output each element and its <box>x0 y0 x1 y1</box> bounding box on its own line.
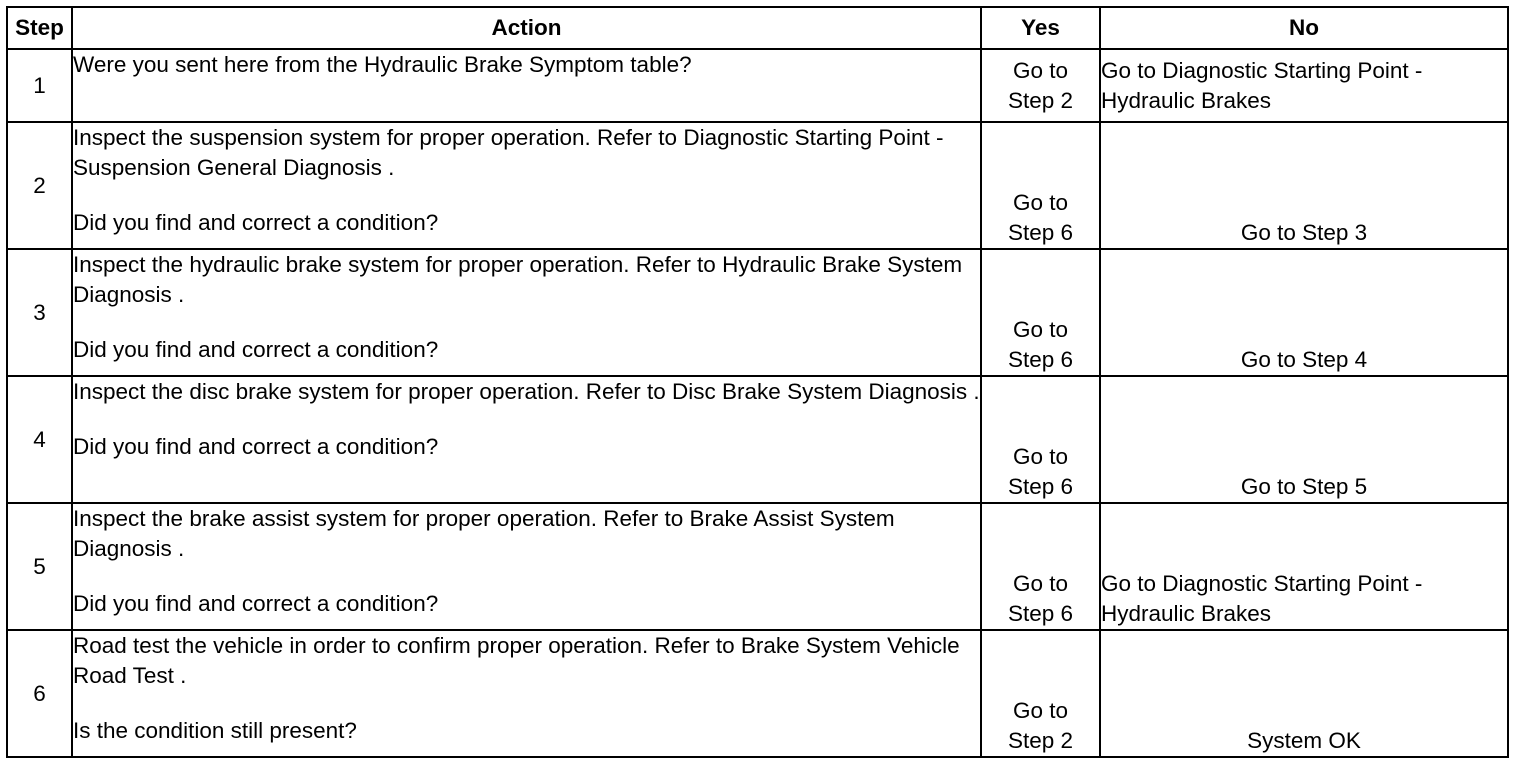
no-cell <box>1100 376 1508 503</box>
step-number: 3 <box>7 249 72 376</box>
yes-link-line1[interactable]: Go to <box>1012 58 1069 83</box>
no-cell <box>1100 249 1508 376</box>
yes-link-line2[interactable]: Step 6 <box>1007 474 1074 499</box>
action-cell <box>72 376 981 503</box>
yes-link-line1[interactable]: Go to <box>1012 571 1069 596</box>
yes-link-line2[interactable]: Step 6 <box>1007 601 1074 626</box>
action-question: Did you find and correct a condition? <box>73 434 439 459</box>
no-link-line2[interactable]: Hydraulic Brakes <box>1101 88 1272 113</box>
yes-cell <box>981 503 1100 630</box>
action-instruction: Inspect the suspension system for proper operation. Refer to Diagnostic Starting Point - Suspension General Diagnosis . <box>73 125 944 180</box>
action-question: Did you find and correct a condition? <box>73 337 439 362</box>
action-instruction: Were you sent here from the Hydraulic Brake Symptom table? <box>73 52 692 77</box>
action-cell <box>72 249 981 376</box>
action-cell <box>72 49 981 122</box>
diagnostic-table <box>6 6 1509 758</box>
no-cell <box>1100 630 1508 757</box>
header-row <box>7 7 1508 49</box>
action-question: Did you find and correct a condition? <box>73 591 439 616</box>
yes-link-line1[interactable]: Go to <box>1012 190 1069 215</box>
step-number: 5 <box>7 503 72 630</box>
no-cell <box>1100 49 1508 122</box>
yes-cell <box>981 376 1100 503</box>
yes-link-line2[interactable]: Step 6 <box>1007 347 1074 372</box>
no-link-line1[interactable]: Go to Step 3 <box>1240 220 1368 245</box>
action-instruction: Road test the vehicle in order to confirm proper operation. Refer to Brake System Vehicle Road Test . <box>73 633 960 688</box>
header-step: Step <box>7 7 72 49</box>
yes-cell <box>981 249 1100 376</box>
no-link-line1[interactable]: Go to Step 4 <box>1240 347 1368 372</box>
action-instruction: Inspect the brake assist system for proper operation. Refer to Brake Assist System Diagnosis . <box>73 506 895 561</box>
yes-link-line2[interactable]: Step 2 <box>1007 728 1074 753</box>
yes-link-line1[interactable]: Go to <box>1012 698 1069 723</box>
yes-link-line2[interactable]: Step 6 <box>1007 220 1074 245</box>
no-link-line2[interactable]: Hydraulic Brakes <box>1101 601 1272 626</box>
yes-link-line2[interactable]: Step 2 <box>1007 88 1074 113</box>
yes-link-line1[interactable]: Go to <box>1012 444 1069 469</box>
action-instruction: Inspect the hydraulic brake system for proper operation. Refer to Hydraulic Brake System Diagnosis . <box>73 252 963 307</box>
header-no: No <box>1100 7 1508 49</box>
yes-link-line1[interactable]: Go to <box>1012 317 1069 342</box>
no-link-line1[interactable]: System OK <box>1247 728 1361 753</box>
no-link-line1[interactable]: Go to Diagnostic Starting Point - <box>1101 58 1423 83</box>
action-cell <box>72 122 981 249</box>
yes-cell <box>981 630 1100 757</box>
action-cell <box>72 630 981 757</box>
no-cell <box>1100 503 1508 630</box>
table-row <box>7 376 1508 503</box>
header-action: Action <box>72 7 981 49</box>
header-yes: Yes <box>981 7 1100 49</box>
step-number: 6 <box>7 630 72 757</box>
no-cell <box>1100 122 1508 249</box>
no-link-line1[interactable]: Go to Step 5 <box>1240 474 1368 499</box>
action-question: Did you find and correct a condition? <box>73 210 439 235</box>
yes-cell <box>981 122 1100 249</box>
step-number: 1 <box>7 49 72 122</box>
action-instruction: Inspect the disc brake system for proper operation. Refer to Disc Brake System Diagnosis . <box>73 379 980 404</box>
step-number: 4 <box>7 376 72 503</box>
table-row <box>7 49 1508 122</box>
table-row <box>7 249 1508 376</box>
action-cell <box>72 503 981 630</box>
action-question: Is the condition still present? <box>73 718 357 743</box>
table-row <box>7 503 1508 630</box>
step-number: 2 <box>7 122 72 249</box>
table-row <box>7 630 1508 757</box>
table-row <box>7 122 1508 249</box>
yes-cell <box>981 49 1100 122</box>
no-link-line1[interactable]: Go to Diagnostic Starting Point - <box>1101 571 1423 596</box>
